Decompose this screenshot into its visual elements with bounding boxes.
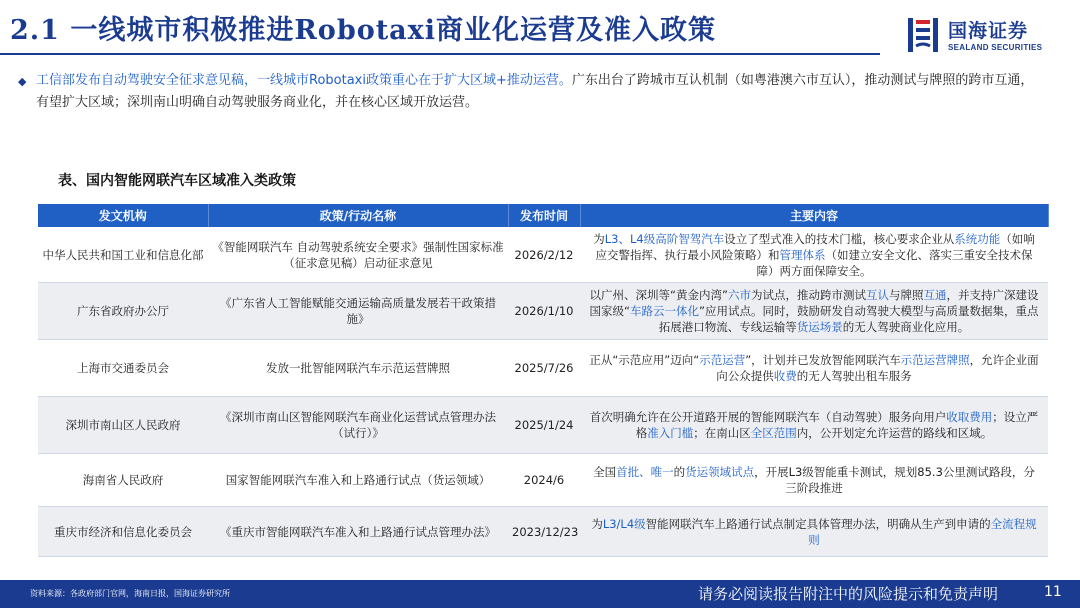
cell-agency: 重庆市经济和信息化委员会 (38, 507, 208, 557)
bullet-text: 广东出台了跨城市互认机制（如粤港澳六市互认），推动测试与牌照的跨市互通，有望扩大区域；深圳南山明确自动驾驶服务商业化，并在核心区域开放运营。 (36, 73, 1034, 110)
cell-content (580, 397, 1048, 454)
page-number: 11 (1044, 584, 1062, 600)
page-title: 2.1 一线城市积极推进Robotaxi商业化运营及准入政策 (10, 15, 717, 46)
content-text: 内，公开划定允许运营的路线和区域。 (796, 426, 993, 440)
content-text: ”应用试点。同时，鼓励研发自动驾驶大模型与高质量数据集，重点拓展港口物流、专线运输等 (658, 304, 1039, 334)
content-text: ，开展L3级智能重卡测试，规划85.3公里测试路段，分三阶段推进 (754, 465, 1035, 495)
cell-policy: 《深圳市南山区智能网联汽车商业化运营试点管理办法（试行）》 (208, 397, 508, 454)
content-highlight: 系统功能 (954, 231, 1001, 246)
cell-date: 2025/1/24 (508, 397, 580, 454)
content-text: 智能网联汽车上路通行试点制定具体管理办法，明确从生产到申请的 (645, 516, 991, 531)
content-highlight: 互通 (923, 288, 947, 302)
table-row (38, 507, 1048, 557)
cell-content (580, 454, 1048, 507)
header-policy: 政策/行动名称 (208, 204, 508, 227)
sealand-logo-icon (906, 16, 940, 54)
footer-bar (0, 580, 1080, 608)
content-text: 为试点，推动跨市测试 (750, 288, 866, 302)
content-text: 正从“示范应用”迈向“ (589, 353, 700, 367)
logo-english-name: SEALAND SECURITIES (948, 43, 1043, 52)
cell-date: 2024/6 (508, 454, 580, 507)
cell-policy: 发放一批智能网联汽车示范运营牌照 (208, 340, 508, 397)
content-highlight: 准入门槛 (647, 426, 694, 440)
content-highlight: 示范运营牌照 (900, 353, 970, 367)
table-header-row (38, 204, 1048, 227)
cell-agency: 中华人民共和国工业和信息化部 (38, 227, 208, 283)
content-text: ；在南山区 (693, 426, 751, 440)
cell-content (580, 507, 1048, 557)
cell-policy: 《广东省人工智能赋能交通运输高质量发展若干政策措施》 (208, 283, 508, 340)
content-highlight: 车路云一体化 (630, 304, 699, 318)
header-agency: 发文机构 (38, 204, 208, 227)
content-highlight: 货运领域试点 (685, 465, 755, 479)
logo-chinese-name: 国海证券 (948, 20, 1029, 42)
cell-date: 2026/1/10 (508, 283, 580, 340)
table-title: 表、国内智能网联汽车区域准入类政策 (58, 173, 296, 189)
table-row (38, 283, 1048, 340)
diamond-bullet-icon: ◆ (18, 75, 27, 88)
content-highlight: 管理体系 (779, 247, 826, 262)
cell-agency: 上海市交通委员会 (38, 340, 208, 397)
cell-agency: 广东省政府办公厅 (38, 283, 208, 340)
content-highlight: 全区范围 (750, 426, 797, 440)
cell-policy: 《智能网联汽车 自动驾驶系统安全要求》强制性国家标准（征求意见稿）启动征求意见 (208, 227, 508, 283)
company-logo (906, 14, 1066, 58)
cell-content (580, 283, 1048, 340)
content-highlight: 六市 (727, 288, 751, 302)
content-text: 设立了型式准入的技术门槛，核心要求企业从 (724, 231, 955, 246)
header-date: 发布时间 (508, 204, 580, 227)
header-content: 主要内容 (580, 204, 1048, 227)
content-highlight: 示范运营 (699, 353, 746, 367)
content-text: ”，计划并已发放智能网联汽车 (745, 353, 901, 367)
cell-agency: 海南省人民政府 (38, 454, 208, 507)
policy-table (38, 204, 1049, 557)
content-highlight: 互认 (865, 288, 889, 302)
content-text: 首次明确允许在公开道路开展的智能网联汽车（自动驾驶）服务向用户 (589, 410, 947, 424)
content-text: 的无人驾驶商业化应用。 (842, 320, 970, 334)
content-text: （如响应交警指挥、执行最小风险策略）和 (595, 231, 1035, 262)
content-highlight: 收取费用 (946, 410, 993, 424)
cell-policy: 《重庆市智能网联汽车准入和上路通行试点管理办法》 (208, 507, 508, 557)
table-row (38, 454, 1048, 507)
cell-date: 2023/12/23 (508, 507, 580, 557)
footer-source: 资料来源：各政府部门官网，海南日报，国海证券研究所 (30, 589, 230, 598)
content-text: 为 (591, 516, 603, 531)
content-highlight: 收费 (773, 369, 797, 383)
content-text: （如建立安全文化、落实三重安全技术保障）两方面保障安全。 (756, 247, 1033, 278)
content-highlight: 全流程规则 (808, 516, 1037, 547)
content-text: 的无人驾驶出租车服务 (796, 369, 912, 383)
content-text: ；设立严格 (635, 410, 1039, 440)
content-text: ，允许企业面向公众提供 (716, 353, 1039, 383)
cell-content (580, 227, 1048, 283)
cell-date: 2025/7/26 (508, 340, 580, 397)
summary-bullet (18, 70, 1046, 114)
content-highlight: 货运场景 (796, 320, 843, 334)
cell-policy: 国家智能网联汽车准入和上路通行试点（货运领域） (208, 454, 508, 507)
table-row (38, 340, 1048, 397)
content-text: 与牌照 (888, 288, 924, 302)
content-highlight: 首批、唯一 (616, 465, 674, 479)
content-text: 全国 (593, 465, 617, 479)
table-row (38, 227, 1048, 283)
title-divider (0, 53, 880, 55)
content-text: ，并支持广深建设国家级“ (589, 288, 1039, 318)
content-highlight: L3、L4级高阶智驾汽车 (604, 231, 725, 246)
content-text: 的 (673, 465, 686, 479)
cell-content (580, 340, 1048, 397)
content-highlight: L3/L4级 (602, 516, 646, 531)
footer-disclaimer: 请务必阅读报告附注中的风险提示和免责声明 (698, 585, 999, 603)
cell-date: 2026/2/12 (508, 227, 580, 283)
bullet-highlight: 工信部发布自动驾驶安全征求意见稿，一线城市Robotaxi政策重心在于扩大区域+推动运营。 (36, 73, 572, 88)
table-row (38, 397, 1048, 454)
content-text: 以广州、深圳等“黄金内湾” (589, 288, 728, 302)
cell-agency: 深圳市南山区人民政府 (38, 397, 208, 454)
content-text: 为 (593, 231, 605, 246)
